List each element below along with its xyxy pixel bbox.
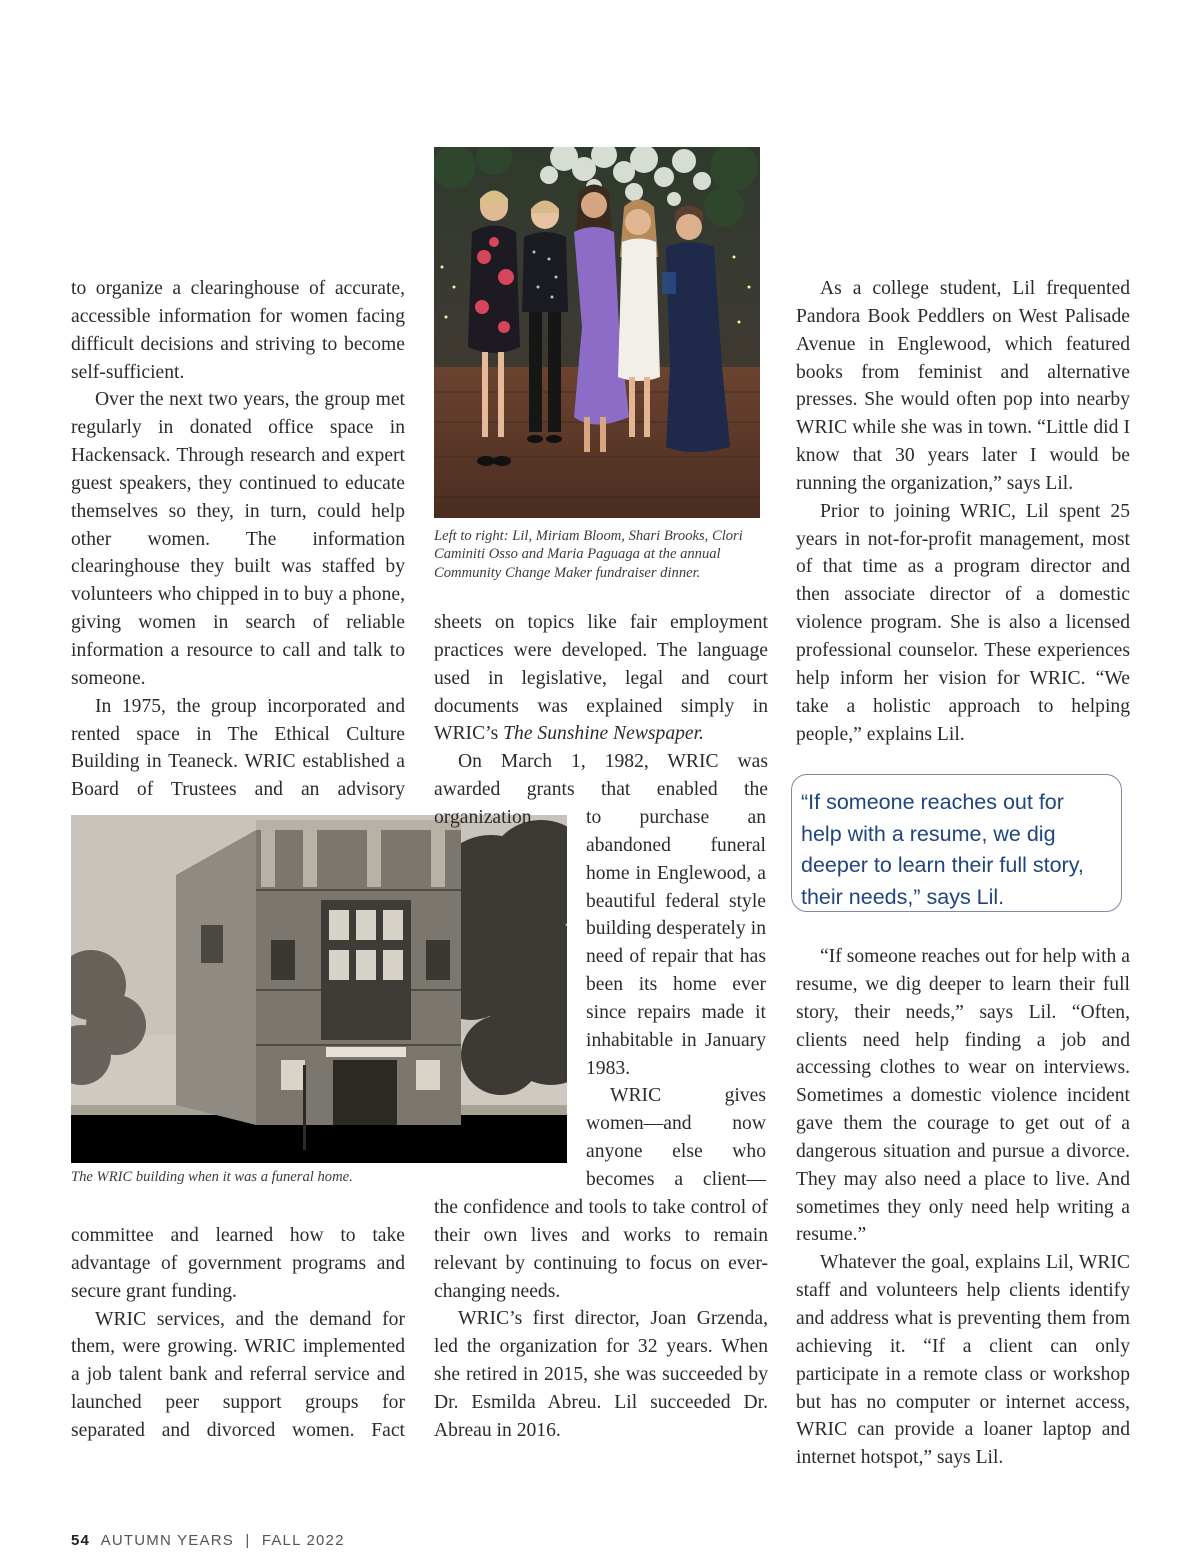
col2-paragraph-3-rest: the confidence and tools to take control of their own lives and works to remain relevant by continuing to focus on ever-changing needs. — [434, 1197, 768, 1302]
page-footer — [71, 1532, 345, 1549]
column-2-bottom — [434, 1194, 768, 1445]
column-2-wrap — [586, 804, 766, 1194]
funeral-home-photo-illustration — [71, 815, 567, 1163]
funeral-home-photo-caption: The WRIC building when it was a funeral home. — [71, 1169, 353, 1185]
col2-paragraph-3-start: WRIC gives women—and now anyone else who becomes a client— — [586, 1085, 766, 1190]
group-photo — [434, 147, 760, 518]
group-photo-illustration — [434, 147, 760, 518]
col3-paragraph-1: As a college student, Lil frequented Pandora Book Peddlers on West Palisade Avenue in Englewood, which featured books from feminist and alternative presses. She would often pop into nearby WRIC while she was in town. “Little did I know that 30 years later I would be running the organization,” says Lil. — [796, 278, 1130, 494]
page-number: 54 — [71, 1532, 91, 1549]
col2-paragraph-1 — [434, 609, 768, 748]
col2-paragraph-4: WRIC’s first director, Joan Grzenda, led the organization for 32 years. When she retired in 2015, she was succeeded by Dr. Esmilda Abreu. Lil succeeded Dr. Abreau in 2016. — [434, 1308, 768, 1441]
col2-paragraph-2-rest: to purchase an abandoned funeral home in Englewood, a beautiful federal style building desperately in need of repair that has been its home ever since repairs made it inhabitable in January 1983. — [586, 807, 766, 1079]
publication-name: AUTUMN YEARS — [100, 1532, 234, 1549]
group-photo-caption: Left to right: Lil, Miriam Bloom, Shari Brooks, Clori Caminiti Osso and Maria Paguaga at the annual Community Change Maker fundraiser dinner. — [434, 528, 743, 581]
col1-paragraph-1: to organize a clearinghouse of accurate, accessible information for women facing difficult decisions and striving to become self-sufficient. — [71, 278, 405, 383]
column-1-top — [71, 275, 405, 804]
col3-paragraph-3: “If someone reaches out for help with a resume, we dig deeper to learn their full story, their needs,” says Lil. “Often, clients need help finding a job and accessing clothes to wear on interviews. Sometimes a domestic violence incident gave them the courage to get out of a dangerous situation and pursue a divorce. They may also need a place to live. And sometimes they only need help writing a resume.” — [796, 946, 1130, 1246]
col2-paragraph-1-text: sheets on topics like fair employment practices were developed. The language used in legislative, legal and court documents was explained simply in WRIC’s — [434, 612, 768, 745]
column-2-top — [434, 609, 768, 832]
col2-paragraph-2-start: On March 1, 1982, WRIC was awarded grants that enabled the organization — [434, 751, 768, 828]
issue-date: FALL 2022 — [261, 1532, 345, 1549]
col1-paragraph-3-continued: committee and learned how to take advantage of government programs and secure grant funding. — [71, 1225, 405, 1302]
funeral-home-photo — [71, 815, 567, 1163]
column-3-top — [796, 275, 1130, 748]
col1-paragraph-3: In 1975, the group incorporated and rented space in The Ethical Culture Building in Teaneck. WRIC established a Board of Trustees and an advisory — [71, 695, 405, 801]
footer-separator: | — [245, 1532, 251, 1549]
newspaper-title: The Sunshine Newspaper. — [503, 723, 704, 745]
col1-paragraph-4: WRIC services, and the demand for them, were growing. WRIC implemented a job talent bank and referral service and launched peer support groups for separated and divorced women. Fact — [71, 1308, 405, 1441]
col3-paragraph-4: Whatever the goal, explains Lil, WRIC staff and volunteers help clients identify and address what is preventing them from achieving it. “If a client can only participate in a remote class or workshop but has no computer or internet access, WRIC can provide a loaner laptop and internet hotspot,” says Lil. — [796, 1252, 1130, 1469]
col3-paragraph-2: Prior to joining WRIC, Lil spent 25 years in not-for-profit management, most of that time as a program director and then associate director of a domestic violence program. She is also a licensed professional counselor. These experiences help inform her vision for WRIC. “We take a holistic approach to helping people,” explains Lil. — [796, 500, 1130, 745]
column-1-bottom — [71, 1222, 405, 1445]
col1-paragraph-2: Over the next two years, the group met regularly in donated office space in Hackensack. Through research and expert guest speakers, they continued to educate themselves so they, in turn, could help other women. The information clearinghouse they built was staffed by volunteers who chipped in to buy a phone, giving women in search of reliable information a resource to call and talk to someone. — [71, 389, 405, 689]
column-3-bottom — [796, 943, 1130, 1472]
pull-quote: “If someone reaches out for help with a resume, we dig deeper to learn their full story, their needs,” says Lil. — [791, 774, 1122, 912]
